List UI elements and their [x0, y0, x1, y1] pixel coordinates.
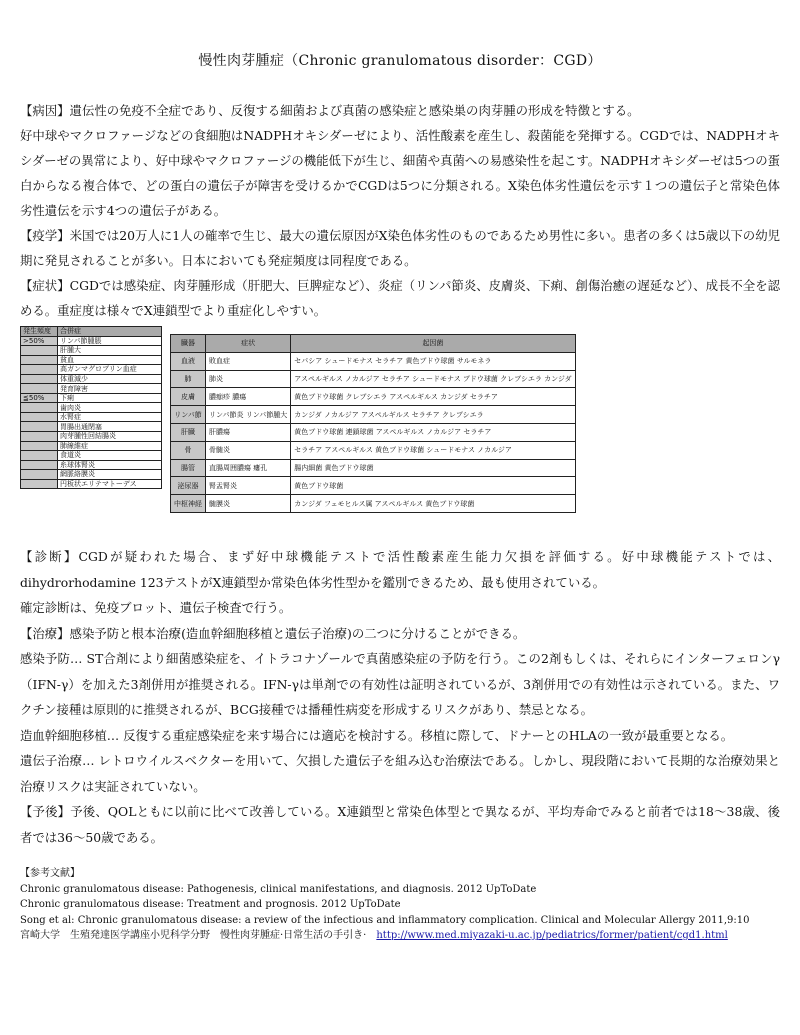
- table-cell: 血液: [171, 352, 206, 370]
- table-row: [171, 495, 576, 513]
- paragraph-epidemiology: 【疫学】米国では20万人に1人の確率で生じ、最大の遺伝原因がX染色体劣性のものであるため男性に多い。患者の多くは5歳以下の幼児期に発見されることが多い。日本においても発症頻度は同程度である。: [20, 228, 780, 268]
- table-cell: 黄色ブドウ球菌 クレブシエラ アスペルギルス カンジダ セラチア: [291, 388, 575, 406]
- table-cell: カンジダ フェモヒルス属 アスペルギルス 黄色ブドウ球菌: [291, 495, 575, 513]
- reference-item: Chronic granulomatous disease: Pathogenesis, clinical manifestations, and diagnosis. 2012 UpToDate: [20, 883, 537, 895]
- page-title: 慢性肉芽腫症（Chronic granulomatous disorder：CGD）: [198, 53, 602, 69]
- table-cell: 腎盂腎炎: [206, 477, 291, 495]
- table-cell: ≦50%: [21, 393, 58, 403]
- table-cell: [21, 441, 58, 451]
- table-cell: 皮膚: [171, 388, 206, 406]
- table-row: [21, 479, 162, 489]
- table-row: [21, 422, 162, 432]
- table-row: [21, 393, 162, 403]
- complications-table: [20, 326, 162, 489]
- table-cell: リンパ節炎 リンパ節腫大: [206, 406, 291, 424]
- table-header-row: [21, 327, 162, 337]
- table-row: [21, 460, 162, 470]
- table-cell: 高ガンマグロブリン血症: [58, 365, 162, 375]
- table-cell: >50%: [21, 336, 58, 346]
- table-cell: セパシア シュードモナス セラチア 黄色ブドウ球菌 サルモネラ: [291, 352, 575, 370]
- table-header-cell: 合併症: [58, 327, 162, 337]
- table-row: [21, 441, 162, 451]
- table-row: [21, 470, 162, 480]
- table-cell: 体重減少: [58, 374, 162, 384]
- table-cell: セラチア アスペルギルス 黄色ブドウ球菌 シュードモナス ノカルジア: [291, 441, 575, 459]
- table-cell: [21, 412, 58, 422]
- table-cell: 肺線維症: [58, 441, 162, 451]
- table-cell: [21, 460, 58, 470]
- table-cell: 骨: [171, 441, 206, 459]
- table-row: [171, 423, 576, 441]
- body-top: [20, 98, 780, 323]
- table-cell: 肝膿瘍: [206, 423, 291, 441]
- table-cell: 骨髄炎: [206, 441, 291, 459]
- table-row: [21, 432, 162, 442]
- table-cell: [21, 432, 58, 442]
- table-cell: 発育障害: [58, 384, 162, 394]
- table-cell: 敗血症: [206, 352, 291, 370]
- table-row: [171, 406, 576, 424]
- table-cell: 肝臓: [171, 423, 206, 441]
- table-cell: [21, 374, 58, 384]
- paragraph-symptoms: 【症状】CGDでは感染症、肉芽腫形成（肝肥大、巨脾症など）、炎症（リンパ節炎、皮膚炎、下痢、創傷治癒の遅延など）、成長不全を認める。重症度は様々でX連鎖型でより重症化しやすい。: [20, 278, 780, 318]
- table-cell: [21, 479, 58, 489]
- table-header-cell: 起因菌: [291, 335, 575, 353]
- table-row: [21, 403, 162, 413]
- table-header-row: [171, 335, 576, 353]
- table-header-cell: 臓器: [171, 335, 206, 353]
- table-row: [21, 355, 162, 365]
- table-cell: カンジダ ノカルジア アスペルギルス セラチア クレブシエラ: [291, 406, 575, 424]
- table-cell: 円板状エリテマトーデス: [58, 479, 162, 489]
- table-cell: 中枢神経: [171, 495, 206, 513]
- organ-pathogen-table: [170, 334, 576, 513]
- paragraph-diagnosis: 【診断】CGDが疑われた場合、まず好中球機能テストで活性酸素産生能力欠損を評価する。好中球機能テストでは、dihydrorhodamine 123テストがX連鎖型か常染色体劣性型かを鑑別できるため、最も使用されている。: [20, 549, 780, 590]
- table-cell: 腸内細菌 黄色ブドウ球菌: [291, 459, 575, 477]
- table-cell: リンパ節: [171, 406, 206, 424]
- table-cell: 黄色ブドウ球菌 連鎖球菌 アスペルギルス ノカルジア セラチア: [291, 423, 575, 441]
- references-heading: 【参考文献】: [20, 868, 80, 879]
- table-row: [21, 336, 162, 346]
- table-cell: 泌尿器: [171, 477, 206, 495]
- table-cell: [21, 403, 58, 413]
- body-bottom: [20, 544, 780, 850]
- table-cell: 下痢: [58, 393, 162, 403]
- paragraph-treatment: 【治療】感染予防と根本治療(造血幹細胞移植と遺伝子治療)の二つに分けることができる。: [20, 625, 526, 641]
- paragraph-etiology: 【病因】遺伝性の免疫不全症であり、反復する細菌および真菌の感染症と感染巣の肉芽腫の形成を特徴とする。: [20, 103, 640, 118]
- table-cell: 水腎症: [58, 412, 162, 422]
- table-cell: 網脈絡膜炎: [58, 470, 162, 480]
- table-cell: 糸球体腎炎: [58, 460, 162, 470]
- table-cell: 食道炎: [58, 451, 162, 461]
- table-cell: 髄膜炎: [206, 495, 291, 513]
- table-header-cell: 症状: [206, 335, 291, 353]
- table-cell: 黄色ブドウ球菌: [291, 477, 575, 495]
- paragraph-definitive-diagnosis: 確定診断は、免疫ブロット、遺伝子検査で行う。: [20, 600, 292, 615]
- table-cell: 肺炎: [206, 370, 291, 388]
- table-cell: 歯肉炎: [58, 403, 162, 413]
- table-row: [171, 459, 576, 477]
- table-cell: 貧血: [58, 355, 162, 365]
- table-cell: 肉芽腫性回結腸炎: [58, 432, 162, 442]
- table-row: [171, 477, 576, 495]
- table-row: [171, 388, 576, 406]
- table-cell: [21, 355, 58, 365]
- table-cell: [21, 365, 58, 375]
- table-cell: 胃腸出通閉塞: [58, 422, 162, 432]
- reference-item: Chronic granulomatous disease: Treatment and prognosis. 2012 UpToDate: [20, 899, 401, 910]
- table-cell: 肺: [171, 370, 206, 388]
- table-cell: 直腸周囲膿瘍 瘻孔: [206, 459, 291, 477]
- table-cell: [21, 346, 58, 356]
- table-row: [21, 384, 162, 394]
- table-cell: [21, 451, 58, 461]
- table-row: [21, 451, 162, 461]
- table-row: [21, 374, 162, 384]
- paragraph-infection-prevention: 感染予防… ST合剤により細菌感染症を、イトラコナゾールで真菌感染症の予防を行う。この2剤もしくは、それらにインターフェロンγ（IFN-γ）を加えた3剤併用が推奨される。IFN-γは単剤での有効性は証明されているが、3剤併用での有効性は示されている。また、ワクチン接種は原則的に推奨されるが、BCG接種では播種性病変を形成するリスクがあり、禁忌となる。: [20, 651, 780, 717]
- table-cell: [21, 384, 58, 394]
- table-cell: 肝腫大: [58, 346, 162, 356]
- reference-item: Song et al: Chronic granulomatous disease: a review of the infectious and inflammatory complication. Clinical and Molecular Allergy 2011,9:10: [20, 914, 750, 926]
- table-cell: 腸管: [171, 459, 206, 477]
- table-row: [21, 365, 162, 375]
- table-row: [21, 346, 162, 356]
- reference-source: 宮崎大学 生殖発達医学講座小児科学分野 慢性肉芽腫症·日常生活の手引き·: [20, 930, 377, 941]
- table-cell: 膿痂疹 膿瘍: [206, 388, 291, 406]
- table-header-cell: 発生頻度: [21, 327, 58, 337]
- table-row: [171, 441, 576, 459]
- table-row: [171, 370, 576, 388]
- reference-link[interactable]: http://www.med.miyazaki-u.ac.jp/pediatrics/former/patient/cgd1.html: [376, 930, 728, 941]
- table-cell: [21, 422, 58, 432]
- table-cell: アスペルギルス ノカルジア セラチア シュードモナス ブドウ球菌 クレブシエラ カンジダ: [291, 370, 575, 388]
- table-row: [171, 352, 576, 370]
- paragraph-mechanism: 好中球やマクロファージなどの食細胞はNADPHオキシダーゼにより、活性酸素を産生し、殺菌能を発揮する。CGDでは、NADPHオキシダーゼの異常により、好中球やマクロファージの機能低下が生じ、細菌や真菌への易感染性を起こす。NADPHオキシダーゼは5つの蛋白からなる複合体で、どの蛋白の遺伝子が障害を受けるかでCGDは5つに分類される。X染色体劣性遺伝を示す１つの遺伝子と常染色体劣性遺伝を示す4つの遺伝子がある。: [20, 128, 780, 218]
- references: [20, 866, 780, 944]
- table-cell: [21, 470, 58, 480]
- reference-item-last: [20, 928, 780, 944]
- table-row: [21, 412, 162, 422]
- paragraph-gene-therapy: 遺伝子治療… レトロウイルスベクターを用いて、欠損した遺伝子を組み込む治療法である。しかし、現段階において長期的な治療効果と治療リスクは実証されていない。: [20, 753, 780, 794]
- paragraph-stem-cell-transplant: 造血幹細胞移植… 反復する重症感染症を来す場合には適応を検討する。移植に際して、ドナーとのHLAの一致が最重要となる。: [20, 727, 734, 743]
- table-cell: リンパ節腫脹: [58, 336, 162, 346]
- paragraph-prognosis: 【予後】予後、QOLともに以前に比べて改善している。X連鎖型と常染色体型とで異なるが、平均寿命でみると前者では18〜38歳、後者では36〜50歳である。: [20, 804, 780, 845]
